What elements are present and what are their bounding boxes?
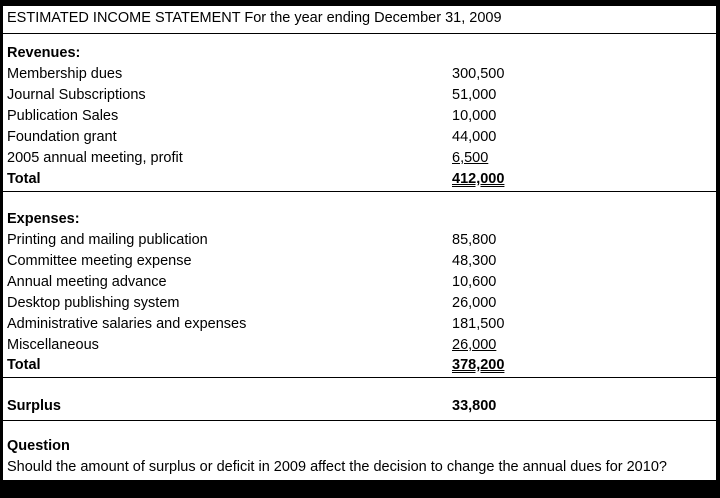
expense-value: 26,000	[452, 337, 497, 353]
revenue-value: 44,000	[452, 129, 497, 145]
expense-value: 48,300	[452, 253, 497, 269]
expense-value: 10,600	[452, 274, 497, 290]
revenues-divider	[3, 191, 716, 192]
revenue-value: 6,500	[452, 150, 489, 166]
revenue-value: 300,500	[452, 66, 505, 82]
revenues-total-label: Total	[7, 171, 41, 187]
surplus-value: 33,800	[452, 398, 497, 414]
expenses-heading: Expenses:	[7, 211, 80, 227]
expense-label: Printing and mailing publication	[7, 232, 208, 248]
surplus-label: Surplus	[7, 398, 61, 414]
expense-value: 181,500	[452, 316, 505, 332]
revenue-label: 2005 annual meeting, profit	[7, 150, 183, 166]
revenue-value: 10,000	[452, 108, 497, 124]
income-statement-sheet	[3, 6, 716, 480]
revenues-total-value: 412,000	[452, 171, 505, 187]
expenses-total-value: 378,200	[452, 357, 505, 373]
expense-value: 26,000	[452, 295, 497, 311]
expense-label: Desktop publishing system	[7, 295, 180, 311]
expense-label: Miscellaneous	[7, 337, 99, 353]
revenue-label: Publication Sales	[7, 108, 119, 124]
question-text: Should the amount of surplus or deficit in 2009 affect the decision to change the annual dues for 2010?	[7, 459, 667, 475]
revenue-label: Journal Subscriptions	[7, 87, 146, 103]
revenues-heading: Revenues:	[7, 45, 81, 61]
revenue-label: Foundation grant	[7, 129, 117, 145]
expense-label: Committee meeting expense	[7, 253, 192, 269]
surplus-divider	[3, 420, 716, 421]
expense-label: Annual meeting advance	[7, 274, 167, 290]
revenue-label: Membership dues	[7, 66, 123, 82]
expense-value: 85,800	[452, 232, 497, 248]
title-divider	[3, 33, 716, 34]
question-heading: Question	[7, 438, 70, 454]
expenses-total-label: Total	[7, 357, 41, 373]
statement-title: ESTIMATED INCOME STATEMENT For the year ending December 31, 2009	[7, 10, 502, 26]
expenses-divider	[3, 377, 716, 378]
revenue-value: 51,000	[452, 87, 497, 103]
expense-label: Administrative salaries and expenses	[7, 316, 247, 332]
